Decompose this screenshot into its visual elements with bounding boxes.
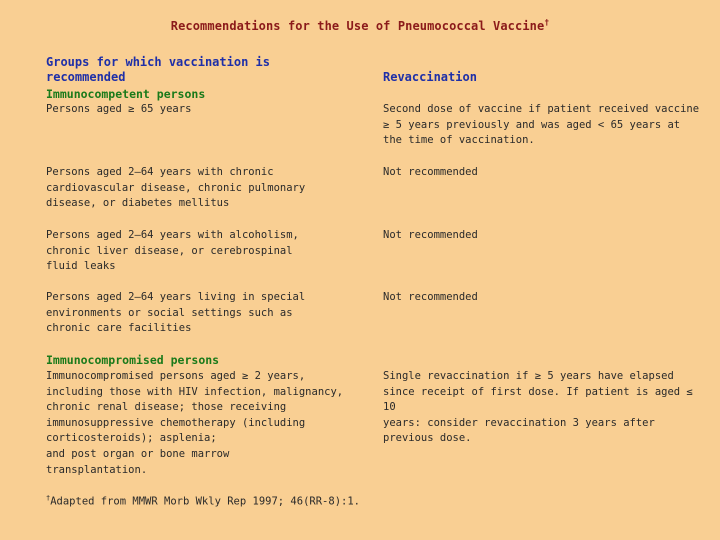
row-3-revaccination: Not recommended bbox=[383, 229, 478, 241]
row-1-revaccination: Second dose of vaccine if patient received vaccine ≥ 5 years previously and was aged < 65 years at the time of vaccination. bbox=[383, 103, 700, 147]
footnote-text: Adapted from MMWR Morb Wkly Rep 1997; 46(RR-8):1. bbox=[50, 495, 360, 508]
page-title bbox=[0, 18, 720, 33]
row-4-revaccination: Not recommended bbox=[383, 291, 478, 303]
title-text: Recommendations for the Use of Pneumococcal Vaccine bbox=[170, 19, 545, 33]
row-5-group: Immunocompromised persons aged ≥ 2 years, including those with HIV infection, malignancy, chronic renal disease; those receiving immunosuppressive chemotherapy (including corticosteroids); asplenia; and post organ or bone marrow transplantation. bbox=[46, 370, 344, 476]
row-2-group: Persons aged 2–64 years with chronic cardiovascular disease, chronic pulmonary disease, or diabetes mellitus bbox=[46, 166, 306, 210]
groups-column-header: Groups for which vaccination is recommended bbox=[46, 55, 270, 84]
row-4-group: Persons aged 2–64 years living in special environments or social settings such as chronic care facilities bbox=[46, 291, 306, 335]
row-1-group: Persons aged ≥ 65 years bbox=[46, 103, 192, 115]
immunocompromised-section-heading: Immunocompromised persons bbox=[46, 353, 220, 367]
footnote-mark: † bbox=[46, 494, 51, 502]
row-2-revaccination: Not recommended bbox=[383, 166, 478, 178]
row-5-revaccination: Single revaccination if ≥ 5 years have elapsed since receipt of first dose. If patient is aged ≤ 10 years: consider revaccination 3 years after previous dose. bbox=[383, 370, 693, 445]
row-3-group: Persons aged 2–64 years with alcoholism, chronic liver disease, or cerebrospinal fluid leaks bbox=[46, 229, 299, 273]
footnote bbox=[46, 494, 360, 508]
title-footnote-mark: † bbox=[544, 18, 550, 27]
revaccination-column-header: Revaccination bbox=[383, 70, 477, 84]
immunocompetent-section-heading: Immunocompetent persons bbox=[46, 87, 206, 101]
